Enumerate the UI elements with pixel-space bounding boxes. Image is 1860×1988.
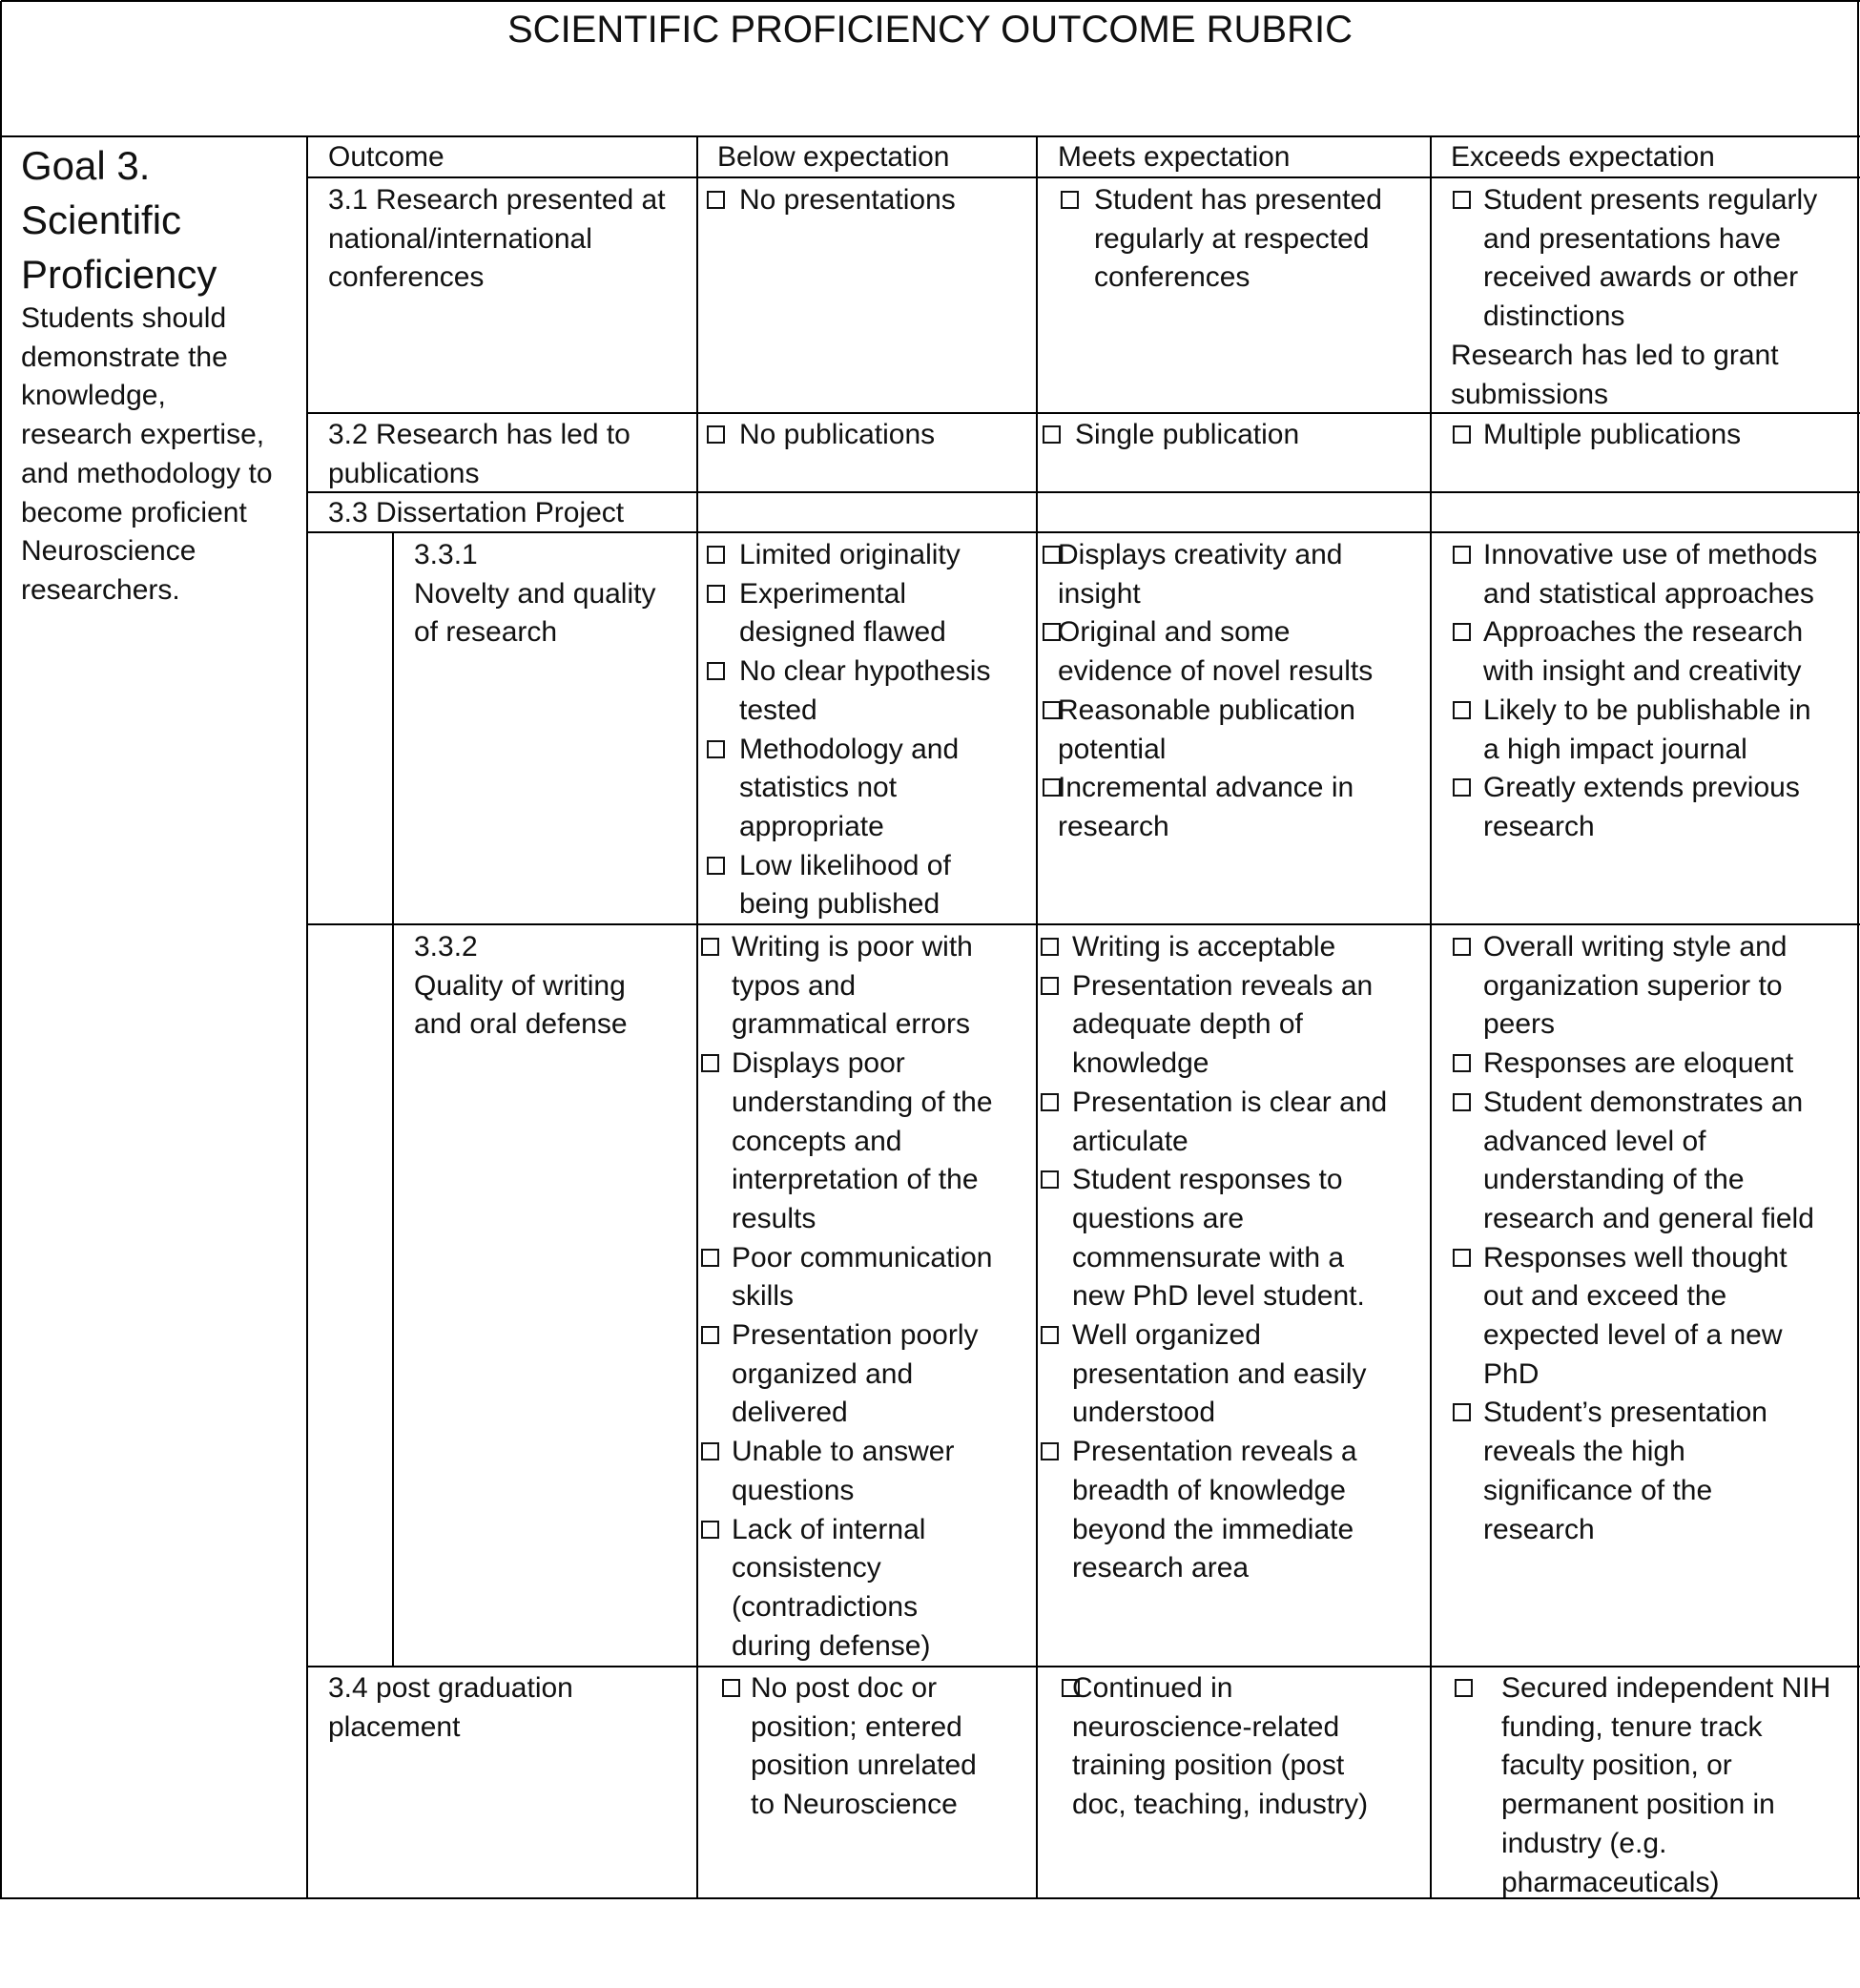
goal-description: Neuroscience [21, 535, 196, 568]
criterion-text: during defense) [732, 1629, 931, 1662]
criterion-text: adequate depth of [1072, 1008, 1303, 1041]
checkbox[interactable] [707, 546, 725, 564]
checkbox[interactable] [1455, 1679, 1473, 1697]
criterion-text: a high impact journal [1483, 733, 1747, 765]
criterion-text: presentation and easily [1072, 1357, 1367, 1390]
criterion-text: typos and [732, 969, 857, 1002]
criterion-text: Student demonstrates an [1483, 1086, 1804, 1118]
criterion-text: Single publication [1075, 419, 1300, 450]
criterion-text: Incremental advance in [1058, 772, 1354, 804]
criterion-text: Well organized [1072, 1319, 1261, 1351]
criterion-text: grammatical errors [732, 1008, 971, 1041]
criterion-text: reveals the high [1483, 1436, 1685, 1468]
criterion-text: Greatly extends previous [1483, 772, 1800, 804]
criterion-text: Responses are eloquent [1483, 1047, 1794, 1080]
criterion-text: advanced level of [1483, 1125, 1706, 1157]
goal-heading: Proficiency [21, 252, 217, 297]
criterion-text: Presentation reveals an [1072, 969, 1374, 1002]
criterion-text: regularly at respected [1094, 222, 1370, 255]
criterion-text: knowledge [1072, 1047, 1209, 1080]
criterion-text: and statistical approaches [1483, 577, 1814, 610]
criterion-text: to Neuroscience [751, 1789, 958, 1821]
checkbox[interactable] [701, 1326, 719, 1344]
criterion-text: consistency [732, 1552, 881, 1584]
checkbox[interactable] [1453, 938, 1471, 956]
criterion-text: Likely to be publishable in [1483, 694, 1811, 726]
criterion-text: (contradictions [732, 1590, 919, 1623]
criterion-text: Student responses to [1072, 1164, 1343, 1196]
criterion-text: No publications [739, 419, 936, 450]
checkbox[interactable] [1453, 1054, 1471, 1072]
criterion-text: Secured independent NIH [1501, 1672, 1831, 1704]
criterion-text: commensurate with a [1072, 1241, 1345, 1274]
criterion-text: Approaches the research [1483, 616, 1804, 649]
criterion-text: understanding of the [1483, 1164, 1745, 1196]
criterion-text: Writing is acceptable [1072, 931, 1336, 963]
criterion-text: PhD [1483, 1357, 1540, 1390]
criterion-text: statistics not [739, 772, 898, 804]
checkbox[interactable] [701, 1521, 719, 1539]
criterion-text: with insight and creativity [1483, 655, 1802, 688]
checkbox[interactable] [701, 1442, 719, 1460]
column-header-meets: Meets expectation [1058, 141, 1291, 173]
criterion-text: No clear hypothesis [739, 655, 991, 688]
criterion-text: beyond the immediate [1072, 1513, 1354, 1545]
criterion-text: understood [1072, 1397, 1216, 1429]
checkbox[interactable] [707, 585, 725, 603]
criterion-text: Student presents regularly [1483, 184, 1818, 216]
checkbox[interactable] [1453, 1249, 1471, 1267]
below-column-rule [696, 136, 698, 1899]
criterion-text: Poor communication [732, 1241, 993, 1274]
criterion-text: training position (post [1072, 1750, 1345, 1782]
outcome-label: publications [328, 457, 480, 489]
criterion-text: understanding of the [732, 1086, 993, 1118]
border-left [0, 1, 2, 1899]
criterion-text: Reasonable publication [1058, 694, 1355, 726]
criterion-text: permanent position in [1501, 1789, 1775, 1821]
outcome-label: 3.3 Dissertation Project [328, 497, 625, 528]
goal-description: researchers. [21, 573, 180, 606]
criterion-text: Displays creativity and [1058, 539, 1343, 570]
criterion-text: industry (e.g. [1501, 1827, 1667, 1859]
criterion-text: expected level of a new [1483, 1319, 1783, 1351]
criterion-text: tested [739, 694, 817, 726]
column-header-exceeds: Exceeds expectation [1451, 141, 1715, 173]
checkbox[interactable] [707, 425, 725, 444]
checkbox[interactable] [1453, 778, 1471, 797]
checkbox[interactable] [1453, 1093, 1471, 1111]
criterion-text: being published [739, 888, 940, 921]
checkbox[interactable] [1453, 425, 1471, 444]
criterion-text: Original and some [1058, 616, 1291, 649]
criterion-text: No post doc or [751, 1672, 938, 1704]
checkbox[interactable] [1453, 191, 1471, 209]
outcome-label: 3.3.1 [414, 539, 478, 570]
checkbox[interactable] [1041, 1170, 1059, 1189]
outcome-label: Novelty and quality [414, 577, 656, 610]
outcome-label: conferences [328, 261, 485, 294]
row-rule [307, 923, 1860, 925]
criterion-text: distinctions [1483, 300, 1625, 333]
goal-description: become proficient [21, 496, 247, 528]
outcome-label: 3.1 Research presented at [328, 184, 666, 216]
checkbox[interactable] [1041, 1093, 1059, 1111]
goal-heading: Goal 3. [21, 143, 151, 188]
criterion-text: organized and [732, 1357, 914, 1390]
criterion-text: Writing is poor with [732, 931, 973, 963]
checkbox[interactable] [1453, 546, 1471, 564]
criterion-text: Student has presented [1094, 184, 1382, 216]
criterion-text: Displays poor [732, 1047, 905, 1080]
criterion-text: evidence of novel results [1058, 655, 1374, 688]
column-header-below: Below expectation [717, 141, 950, 173]
goal-column-rule [306, 136, 308, 1899]
row-rule [307, 1666, 1860, 1667]
criterion-text: Continued in [1072, 1672, 1233, 1704]
criterion-text: interpretation of the [732, 1164, 979, 1196]
criterion-text: Low likelihood of [739, 849, 951, 881]
page-title: SCIENTIFIC PROFICIENCY OUTCOME RUBRIC [507, 9, 1353, 51]
checkbox[interactable] [1041, 938, 1059, 956]
criterion-text: Unable to answer [732, 1436, 955, 1468]
checkbox[interactable] [1453, 1403, 1471, 1421]
checkbox[interactable] [722, 1679, 740, 1697]
criterion-text: Innovative use of methods [1483, 539, 1818, 570]
outcome-label: national/international [328, 222, 592, 255]
checkbox[interactable] [701, 938, 719, 956]
checkbox[interactable] [1043, 425, 1061, 444]
criterion-text: No presentations [739, 184, 956, 216]
criterion-text: research and general field [1483, 1202, 1814, 1234]
criterion-text: received awards or other [1483, 261, 1799, 294]
criterion-text: peers [1483, 1008, 1556, 1041]
criterion-text: insight [1058, 577, 1141, 610]
checkbox[interactable] [707, 857, 725, 875]
criterion-text: significance of the [1483, 1474, 1713, 1506]
checkbox[interactable] [707, 740, 725, 758]
criterion-text: position unrelated [751, 1750, 977, 1782]
criterion-text: conferences [1094, 261, 1250, 294]
checkbox[interactable] [701, 1054, 719, 1072]
outcome-label: Quality of writing [414, 969, 626, 1002]
criterion-text: Experimental [739, 577, 907, 610]
outcome-label: placement [328, 1710, 461, 1743]
goal-heading: Scientific [21, 197, 182, 242]
criterion-text: appropriate [739, 810, 884, 842]
criterion-text: research [1058, 810, 1169, 842]
checkbox[interactable] [1041, 1326, 1059, 1344]
goal-description: demonstrate the [21, 341, 228, 373]
criterion-text: Presentation reveals a [1072, 1436, 1357, 1468]
criterion-text: skills [732, 1280, 794, 1313]
criterion-text: Responses well thought [1483, 1241, 1788, 1274]
outcome-label: and oral defense [414, 1008, 628, 1041]
criterion-text: Presentation is clear and [1072, 1086, 1388, 1118]
criterion-text: potential [1058, 733, 1167, 765]
criterion-text: designed flawed [739, 616, 946, 649]
criterion-text: Methodology and [739, 733, 960, 765]
border-top [1, 0, 1860, 2]
criterion-text: questions [732, 1474, 855, 1506]
outcome-label: 3.4 post graduation [328, 1672, 573, 1704]
criterion-text: Limited originality [739, 539, 961, 570]
checkbox[interactable] [707, 662, 725, 680]
row-rule [307, 491, 1860, 493]
criterion-text: neuroscience-related [1072, 1710, 1340, 1743]
criterion-text: Overall writing style and [1483, 931, 1788, 963]
criterion-text: Lack of internal [732, 1513, 926, 1545]
goal-description: knowledge, [21, 380, 166, 412]
criterion-note: Research has led to grant [1451, 339, 1779, 371]
criterion-text: research area [1072, 1552, 1250, 1584]
criterion-text: pharmaceuticals) [1501, 1866, 1720, 1898]
outcome-label: of research [414, 616, 558, 649]
criterion-text: organization superior to [1483, 969, 1783, 1002]
criterion-text: new PhD level student. [1072, 1280, 1365, 1313]
criterion-text: breadth of knowledge [1072, 1474, 1346, 1506]
criterion-text: Presentation poorly [732, 1319, 979, 1351]
checkbox[interactable] [1061, 191, 1079, 209]
border-right [1857, 1, 1859, 1899]
criterion-text: position; entered [751, 1710, 962, 1743]
criterion-text: articulate [1072, 1125, 1188, 1157]
outcome-label: 3.2 Research has led to [328, 419, 630, 450]
checkbox[interactable] [1453, 701, 1471, 719]
row-rule [307, 412, 1860, 414]
goal-description: Students should [21, 302, 227, 334]
criterion-text: results [732, 1202, 816, 1234]
criterion-text: research [1483, 810, 1595, 842]
criterion-text: research [1483, 1513, 1595, 1545]
checkbox[interactable] [707, 191, 725, 209]
criterion-text: out and exceed the [1483, 1280, 1727, 1313]
criterion-text: and presentations have [1483, 222, 1781, 255]
checkbox[interactable] [1041, 1442, 1059, 1460]
title-rule [1, 135, 1860, 137]
checkbox[interactable] [1041, 977, 1059, 995]
column-header-outcome: Outcome [328, 141, 444, 173]
criterion-text: Student’s presentation [1483, 1397, 1767, 1429]
checkbox[interactable] [1453, 623, 1471, 641]
checkbox[interactable] [701, 1249, 719, 1267]
criterion-text: questions are [1072, 1202, 1245, 1234]
outcome-label: 3.3.2 [414, 931, 478, 963]
criterion-text: faculty position, or [1501, 1750, 1732, 1782]
criterion-text: Multiple publications [1483, 419, 1742, 450]
subrow-indent-rule [392, 532, 394, 1667]
meets-column-rule [1036, 136, 1038, 1899]
exceeds-column-rule [1430, 136, 1432, 1899]
criterion-text: concepts and [732, 1125, 902, 1157]
criterion-note: submissions [1451, 378, 1609, 410]
criterion-text: doc, teaching, industry) [1072, 1789, 1369, 1821]
criterion-text: funding, tenure track [1501, 1710, 1763, 1743]
criterion-text: delivered [732, 1397, 848, 1429]
goal-description: research expertise, [21, 419, 265, 451]
goal-description: and methodology to [21, 457, 273, 489]
